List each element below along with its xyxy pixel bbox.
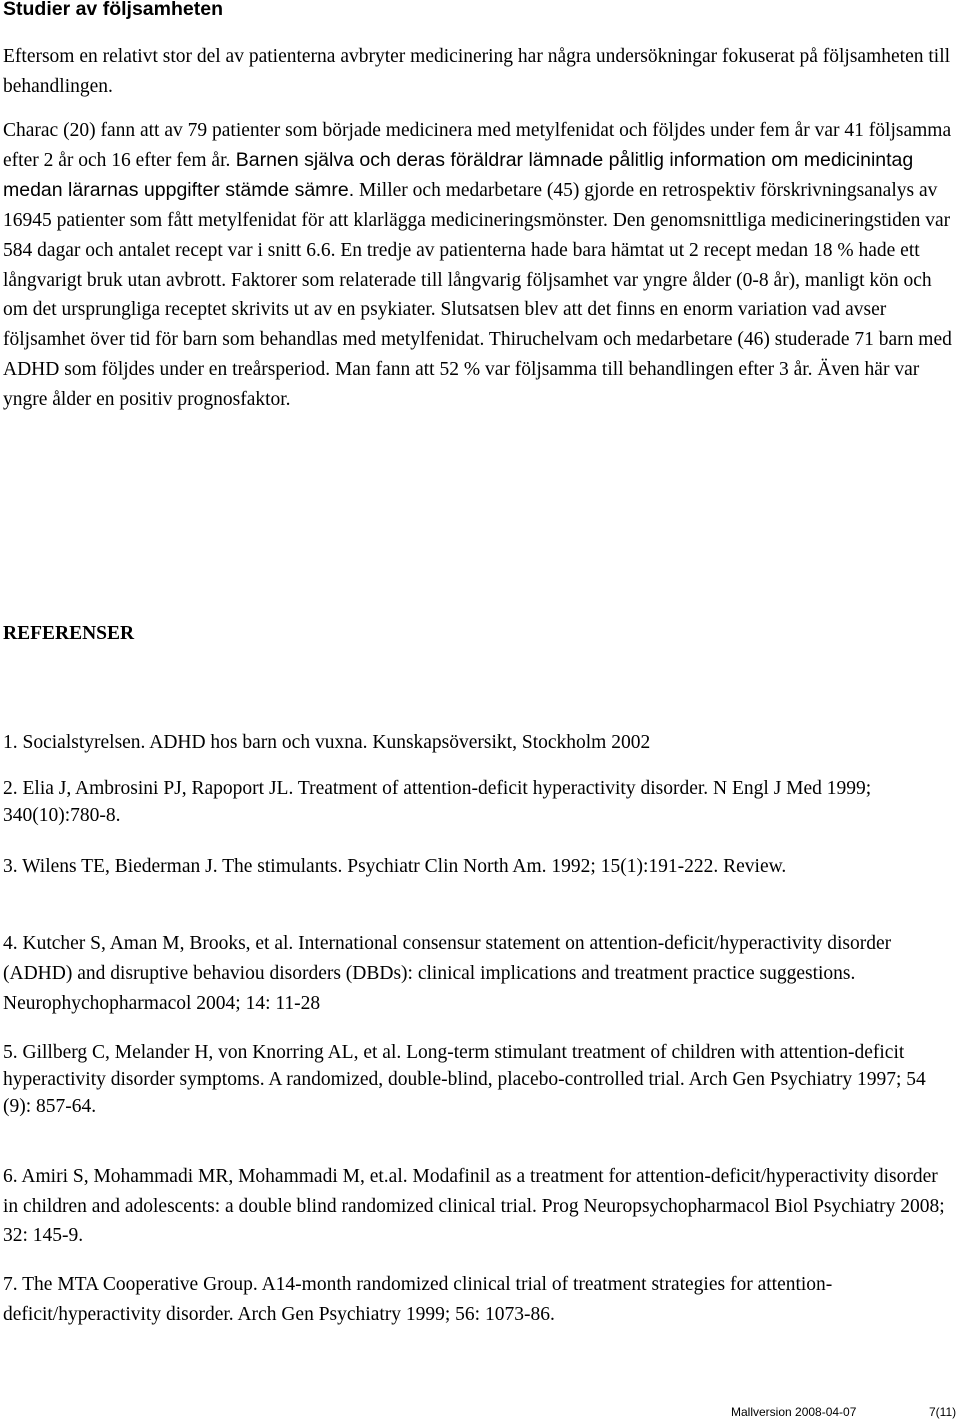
section-title: Studier av följsamheten [3, 0, 223, 20]
footer-version: Mallversion 2008-04-07 [731, 1405, 857, 1419]
reference-item: 5. Gillberg C, Melander H, von Knorring AL, et al. Long-term stimulant treatment of children with attention-deficit hyperactivity disorder symptoms. A randomized, double-blind, placebo-controlled trial. Arch Gen Psychiatry 1997; 54 (9): 857-64. [3, 1042, 926, 1117]
references-heading: REFERENSER [3, 623, 135, 644]
reference-item: 3. Wilens TE, Biederman J. The stimulants. Psychiatr Clin North Am. 1992; 15(1):191-222. Review. [3, 856, 787, 877]
body-paragraph-part-2: Barnen själva och deras föräldrar lämnade pålitlig information om medicinintag medan lärarnas uppgifter stämde sämre. [3, 148, 914, 201]
reference-item: 4. Kutcher S, Aman M, Brooks, et al. International consensur statement on attention-deficit/hyperactivity disorder (ADHD) and disruptive behaviou disorders (DBDs): clinical implications and treatment practice suggestions. Neurophychopharmacol 2004; 14: 11-28 [3, 933, 892, 1014]
reference-item: 2. Elia J, Ambrosini PJ, Rapoport JL. Treatment of attention-deficit hyperactivity disorder. N Engl J Med 1999; 340(10):780-8. [3, 778, 872, 826]
reference-item: 7. The MTA Cooperative Group. A14-month randomized clinical trial of treatment strategies for attention-deficit/hyperactivity disorder. Arch Gen Psychiatry 1999; 56: 1073-86. [3, 1274, 833, 1325]
body-paragraph-part-1: Charac (20) fann att av 79 patienter som började medicinera med metylfenidat och följdes under fem år var 41 följsamma efter 2 år och 16 efter fem år. [3, 120, 952, 171]
body-paragraph [3, 116, 953, 415]
footer-page-number: 7(11) [929, 1405, 957, 1419]
body-paragraph-part-3: Miller och medarbetare (45) gjorde en retrospektiv förskrivningsanalys av 16945 patienter som fått metylfenidat för att klarlägga medicineringsmönster. Den genomsnittliga medicineringstiden var 584 dagar och antalet recept var i snitt 6.6. En tredje av patienterna hade bara hämtat ut 2 recept medan 18 % hade ett långvarigt bruk utan avbrott. Faktorer som relaterade till långvarig följsamhet var yngre ålder (0-8 år), manligt kön och om det ursprungliga receptet skrivits ut av en psykiater. Slutsatsen blev att det finns en enorm variation vad avser följsamhet över tid för barn som behandlas med metylfenidat. Thiruchelvam och medarbetare (46) studerade 71 barn med ADHD som följdes under en treårsperiod. Man fann att 52 % var följsamma till behandlingen efter 3 år. Även här var yngre ålder en positiv prognosfaktor. [3, 179, 952, 411]
reference-item: 6. Amiri S, Mohammadi MR, Mohammadi M, et.al. Modafinil as a treatment for attention-deficit/hyperactivity disorder in children and adolescents: a double blind randomized clinical trial. Prog Neuropsychopharmacol Biol Psychiatry 2008; 32: 145-9. [3, 1166, 945, 1246]
reference-item: 1. Socialstyrelsen. ADHD hos barn och vuxna. Kunskapsöversikt, Stockholm 2002 [3, 732, 651, 753]
intro-paragraph: Eftersom en relativt stor del av patienterna avbryter medicinering har några undersökningar fokuserat på följsamheten till behandlingen. [3, 46, 951, 97]
